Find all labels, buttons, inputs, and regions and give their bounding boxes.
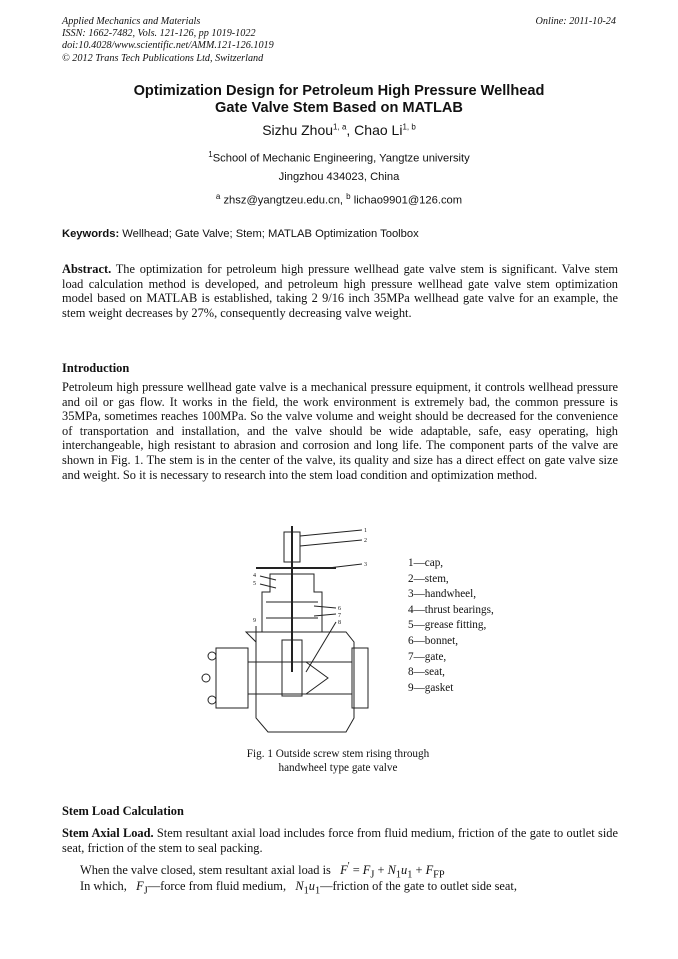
legend-item: 5—grease fitting, [408,619,487,632]
fj-desc: —force from fluid medium, [147,879,287,893]
var-N-sub: 1 [303,885,309,897]
authors [0,122,678,138]
abstract-text: The optimization for petroleum high pressure wellhead gate valve stem is significant. Valve stem load calculation method is developed, and petroleum high pressure wellhead gate valve stem optimization model based on MATLAB is established, taking 2 9/16 inch 35MPa wellhead gate valve for an example, the stem weight decreases by 27%, consequently decreasing valve weight. [62,262,618,320]
formula-u: u [401,863,408,878]
axial-load-formula [340,861,445,881]
author-separator: , [346,122,355,138]
author-1-sup: 1, a [333,122,347,132]
legend-item: 6—bonnet, [408,634,459,647]
affiliation-line-1 [0,150,678,165]
copyright: © 2012 Trans Tech Publications Ltd, Switzerland [62,52,264,64]
valve-figure [196,522,406,744]
formula-FJ: F [362,863,371,878]
legend-item: 2—stem, [408,572,449,585]
axial-load-text: Stem resultant axial load includes force from fluid medium, friction of the gate to outlet side seat, friction of the stem to seal packing. [62,826,618,855]
abstract-label: Abstract. [62,262,112,276]
callout-7: 7 [338,613,341,619]
var-FJ-sub: J [143,885,148,897]
legend-item: 1—cap, [408,557,444,569]
stem-axial-load [62,826,618,855]
stem-load-heading: Stem Load Calculation [62,804,184,818]
in-which-line [80,879,517,898]
callout-5: 5 [253,581,256,587]
email-a: zhsz@yangtzeu.edu.cn, [220,194,347,207]
in-which-text: In which, [80,879,127,893]
author-1: Sizhu Zhou [262,122,334,138]
keywords-label: Keywords: [62,228,120,240]
callout-6: 6 [338,606,341,612]
emails [0,192,678,207]
legend-item: 8—seat, [408,666,445,679]
keywords-text: Wellhead; Gate Valve; Stem; MATLAB Optimization Toolbox [119,228,419,240]
callout-1: 1 [364,528,367,534]
closed-text: When the valve closed, stem resultant axial load is [80,863,331,878]
legend-item: 9—gasket [408,681,454,694]
formula-FJ-sub: J [370,869,375,881]
callout-2: 2 [364,538,367,544]
introduction-text: Petroleum high pressure wellhead gate valve is a mechanical pressure equipment, it controls wellhead pressure and oil or gas flow. It works in the field, the work environment is extremely bad, the common pressure is 35MPa, sometimes reaches 100MPa. So the valve volume and weight should be decreased for the convenience of transportation and installation, and the valve should be wide adaptable, safe, easy operating, high interchangeable, high resistant to abrasion and corrosion and long life. The component parts of the valve are shown in Fig. 1. The stem is in the center of the valve, its quality and size has a direct effect on gate valve size and weight. So it is necessary to research into the stem load condition and optimization method. [62,380,618,482]
journal-name: Applied Mechanics and Materials [62,16,201,27]
author-2-sup: 1, b [402,122,416,132]
formula-plus: + [374,863,388,878]
email-b: lichao9901@126.com [350,194,463,207]
formula-F: F [340,863,348,878]
n1u1-desc: —friction of the gate to outlet side seat, [320,879,517,893]
formula-FFP: F [425,863,434,878]
var-u-sub: 1 [314,885,321,897]
caption-line-1: Fig. 1 Outside screw stem rising through [246,748,430,760]
formula-plus: + [412,863,426,878]
callout-9: 9 [253,618,256,624]
legend-item: 3—handwheel, [408,588,477,601]
affiliation-line-2: Jingzhou 434023, China [278,171,400,183]
doi: doi:10.4028/www.scientific.net/AMM.121-126.1019 [62,40,274,52]
affiliation-sup: 1 [208,150,213,159]
callout-3: 3 [364,562,367,568]
email-b-sup: b [346,192,351,201]
callout-4: 4 [253,573,256,579]
introduction-heading: Introduction [62,361,130,375]
formula-N-sub: 1 [395,869,402,881]
var-u: u [308,879,315,893]
legend-item: 7—gate, [408,650,447,663]
body-shape [246,632,354,732]
issn: ISSN: 1662-7482, Vols. 121-126, pp 1019-1022 [62,28,256,40]
formula-prime: ' [347,861,350,872]
var-N: N [295,879,304,893]
abstract [62,262,618,320]
author-2: Chao Li [354,122,403,138]
title-line-2: Gate Valve Stem Based on MATLAB [215,100,463,116]
keywords [62,228,618,240]
callout-8: 8 [338,620,341,626]
formula-eq: = [349,863,363,878]
email-a-sup: a [215,192,221,201]
legend-item: 4—thrust bearings, [408,603,494,616]
axial-load-label: Stem Axial Load. [62,826,154,840]
caption-line-2: handwheel type gate valve [278,762,398,774]
formula-FFP-sub: FP [433,869,445,881]
figure-legend [408,556,494,696]
figure-caption [190,747,486,775]
journal-header [62,16,616,65]
paper-title [0,83,678,117]
affiliation-text: School of Mechanic Engineering, Yangtze university [212,152,470,165]
online-date: Online: 2011-10-24 [535,16,616,27]
left-flange-shape [216,648,248,708]
formula-u-sub: 1 [407,869,413,881]
title-line-1: Optimization Design for Petroleum High Pressure Wellhead [133,83,545,99]
var-FJ: F [136,879,144,893]
formula-N: N [387,863,396,878]
